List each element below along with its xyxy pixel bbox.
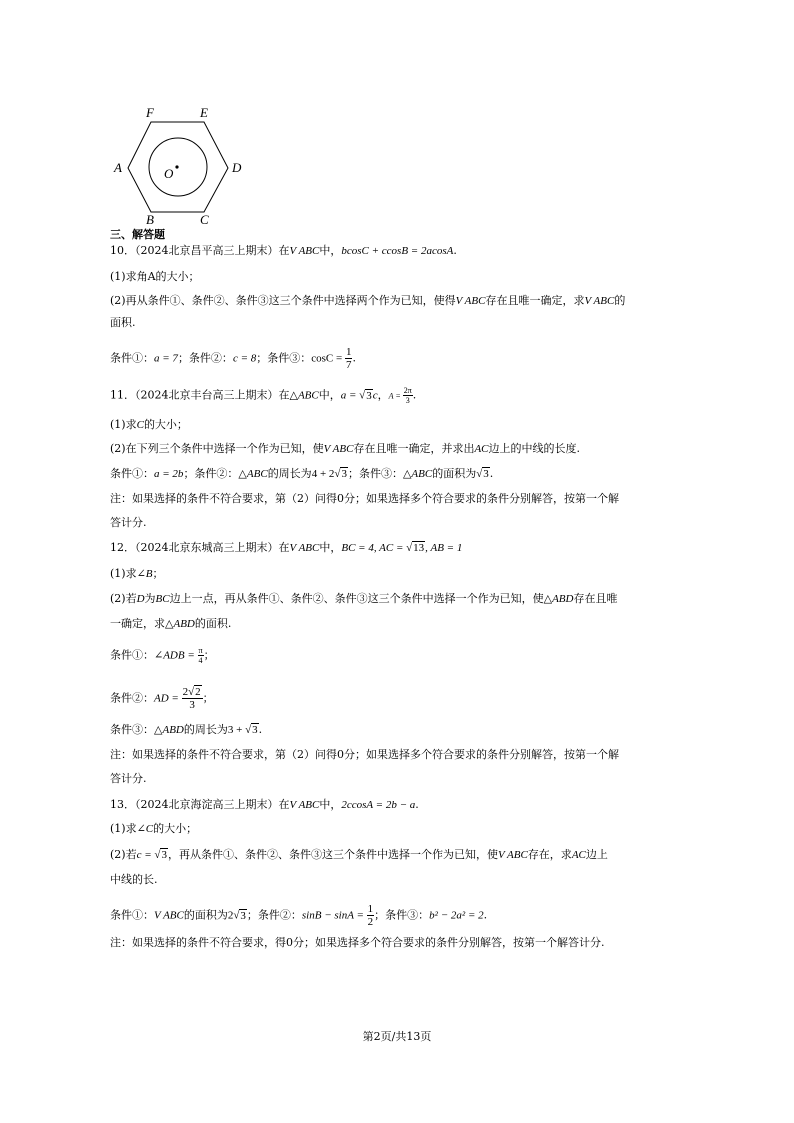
- q13-sin-fraction: $\frac{1}{2}$: [367, 903, 374, 928]
- section-title: 三、解答题: [110, 228, 165, 241]
- q12-condition3: 条件③：△ABD的周长为3 + √3.: [110, 723, 263, 736]
- q10-part1: (1)求角A的大小；: [110, 270, 200, 283]
- label-A: A: [114, 160, 122, 175]
- q11-note-cont: 答计分.: [110, 516, 147, 529]
- label-F: F: [146, 105, 154, 120]
- label-E: E: [200, 105, 208, 120]
- q10-part2: (2)再从条件①、条件②、条件③这三个条件中选择两个作为已知，使得V ABC存在且唯一确定，求V ABC的: [110, 294, 626, 307]
- q12-part1: (1)求∠B；: [110, 567, 164, 580]
- q10-conditions: 条件①：a = 7；条件②：c = 8；条件③：cosC = $\frac{1}{7}$ .: [110, 346, 356, 371]
- hexagon-figure: [108, 100, 253, 228]
- q11-part2: (2)在下列三个条件中选择一个作为已知，使V ABC存在且唯一确定，并求出AC边上的中线的长度.: [110, 442, 581, 455]
- q10-header: 10．（2024北京昌平高三上期末）在V ABC中，bcosC + ccosB = 2acosA.: [110, 244, 457, 257]
- label-C: C: [200, 212, 209, 227]
- q12-header: 12．（2024北京东城高三上期末）在V ABC中，BC = 4, AC = √13, AB = 1: [110, 541, 463, 554]
- q12-part2: (2)若D为BC边上一点，再从条件①、条件②、条件③这三个条件中选择一个作为已知，使△ABD存在且唯: [110, 592, 618, 605]
- q12-ad-fraction: $\frac{2√2}{3}$: [182, 686, 201, 711]
- q11-angle-fraction: $\frac{2\pi}{3}$: [403, 386, 412, 405]
- q13-part2-cont: 中线的长.: [110, 873, 158, 886]
- q13-header: 13．（2024北京海淀高三上期末）在V ABC中，2ccosA = 2b − a.: [110, 798, 419, 811]
- center-point: [175, 165, 178, 168]
- q13-conditions: 条件①：V ABC的面积为2√3；条件②：sinB − sinA = $\frac{1}{2}$ ；条件③：b² − 2a² = 2.: [110, 903, 488, 928]
- q13-part1: (1)求∠C的大小；: [110, 822, 198, 835]
- q12-condition2: 条件②：AD = $\frac{2√2}{3}$ ；: [110, 686, 214, 711]
- q12-note-cont: 答计分.: [110, 772, 147, 785]
- q10-cos-fraction: $\frac{1}{7}$: [345, 346, 352, 371]
- q11-part1: (1)求C的大小；: [110, 418, 188, 431]
- q12-note: 注：如果选择的条件不符合要求，第（2）问得0分；如果选择多个符合要求的条件分别解答，按第一个解: [110, 748, 619, 761]
- page-footer: 第2页/共13页: [362, 1030, 432, 1043]
- q10-part2-cont: 面积.: [110, 316, 136, 329]
- label-O: O: [164, 166, 174, 181]
- q12-part2-cont: 一确定，求△ABD的面积.: [110, 617, 232, 630]
- q11-header: 11．（2024北京丰台高三上期末）在△ABC中，a = √3c，A = $\frac{2\pi}{3}$ .: [110, 386, 417, 405]
- label-D: D: [232, 160, 242, 175]
- label-B: B: [146, 212, 154, 227]
- q12-condition1: 条件①：∠ADB = $\frac{\pi}{4}$ ；: [110, 646, 215, 665]
- q11-conditions: 条件①：a = 2b；条件②：△ABC的周长为4 + 2√3；条件③：△ABC的面积为√3.: [110, 467, 494, 480]
- q13-part2: (2)若c = √3，再从条件①、条件②、条件③这三个条件中选择一个作为已知，使V ABC存在，求AC边上: [110, 848, 608, 861]
- q13-note: 注：如果选择的条件不符合要求，得0分；如果选择多个符合要求的条件分别解答，按第一个解答计分.: [110, 936, 605, 949]
- q11-note: 注：如果选择的条件不符合要求，第（2）问得0分；如果选择多个符合要求的条件分别解答，按第一个解: [110, 492, 619, 505]
- q12-pi-fraction: $\frac{\pi}{4}$: [198, 646, 203, 665]
